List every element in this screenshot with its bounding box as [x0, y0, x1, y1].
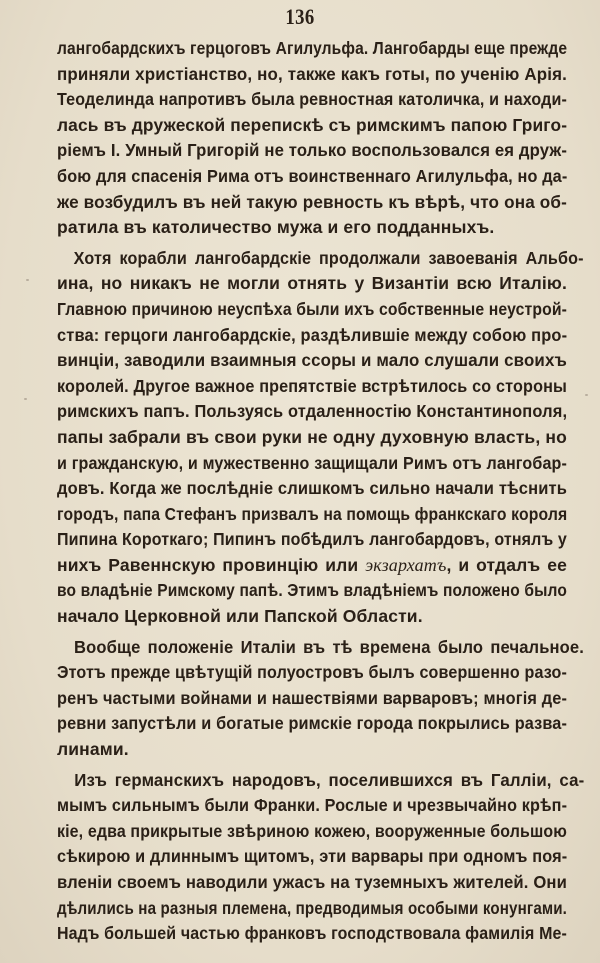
- text-line: Вообще положеніе Италіи въ тѣ времена было печальное.: [74, 636, 585, 657]
- page-number: 136: [285, 4, 315, 29]
- text-line: ства: герцоги лангобардскіе, раздѣлившіе между собою про-: [57, 324, 568, 345]
- text-line: римскихъ папъ. Пользуясь отдаленностію Константинополя,: [57, 401, 568, 422]
- paragraph-2: [57, 246, 584, 630]
- paragraph-4: [57, 768, 585, 947]
- text-line: во владѣніе Римскому папѣ. Этимъ владѣніемъ положено было: [57, 580, 567, 601]
- text-line: Главною причиною неуспѣха были ихъ собственные неустрой-: [57, 298, 568, 319]
- text-line: Этотъ прежде цвѣтущій полуостровъ былъ совершенно разо-: [57, 662, 568, 683]
- text-line: Теоделинда напротивъ была ревностная католичка, и находи-: [57, 89, 567, 110]
- body-text: [57, 36, 585, 947]
- text-line: лась въ дружеской перепискѣ съ римскимъ папою Григо-: [57, 114, 568, 135]
- italic-term: экзархатъ: [365, 554, 447, 575]
- text-line: ратила въ католичество мужа и его подданныхъ.: [57, 217, 495, 238]
- text-line: приняли христіанство, но, также какъ готы, по ученію Арія.: [57, 63, 567, 84]
- text-line: папы забрали въ свои руки не одну духовную власть, но: [57, 426, 567, 447]
- text-line: лангобардскихъ герцоговъ Агилульфа. Лангобарды еще прежде: [57, 38, 568, 58]
- text-line: бою для спасенія Рима отъ воинственнаго Агилульфа, но да-: [57, 165, 568, 186]
- paper-speck: [24, 398, 27, 400]
- text-line: сѣкирою и длиннымъ щитомъ, эти варвары при одномъ поя-: [57, 846, 568, 867]
- text-line: Хотя корабли лангобардскіе продолжали завоеванія Альбо-: [73, 247, 584, 268]
- text-segment: нихъ Равеннскую провинцію или: [57, 554, 366, 575]
- text-line-with-italic: [57, 553, 567, 579]
- text-line: ренъ частыми войнами и нашествіями варваровъ; многія де-: [57, 687, 568, 708]
- text-line: дѣлились на разныя племена, предводимыя особыми конунгами.: [57, 897, 568, 918]
- text-line: городъ, папа Стефанъ призвалъ на помощь франкскаго короля: [57, 503, 568, 524]
- text-line: и гражданскую, и мужественно защищали Римъ отъ лангобар-: [57, 452, 567, 473]
- text-line: же возбудилъ въ ней такую ревность къ вѣрѣ, что она об-: [57, 191, 568, 212]
- text-line: мымъ сильнымъ были Франки. Рослые и чрезвычайно крѣп-: [57, 795, 568, 816]
- text-segment: , и отдалъ ее: [446, 554, 567, 575]
- text-line: вленіи своемъ наводили ужасъ на туземныхъ жителей. Они: [57, 872, 568, 892]
- text-line: кіе, едва прикрытые звѣриною кожею, вооруженные большою: [57, 820, 567, 841]
- text-line: ріемъ I. Умный Григорій не только воспользовался ея друж-: [57, 140, 568, 161]
- paragraph-1: [57, 36, 567, 241]
- text-line: ревни запустѣли и богатые римскіе города покрылись разва-: [57, 713, 568, 734]
- text-line: винціи, заводили взаимныя ссоры и мало слушали своихъ: [57, 350, 567, 371]
- paragraph-3: [57, 635, 585, 763]
- text-line: Надъ большей частью франковъ господствовала фамилія Ме-: [57, 923, 567, 944]
- text-line: королей. Другое важное препятствіе встрѣтилось со стороны: [57, 375, 568, 396]
- paper-speck: [26, 279, 29, 281]
- text-line: Изъ германскихъ народовъ, поселившихся въ Галліи, са-: [74, 769, 585, 790]
- paper-speck: [585, 394, 588, 396]
- text-line: Пипина Короткаго; Пипинъ побѣдилъ лангобардовъ, отнялъ у: [57, 529, 567, 550]
- text-line: начало Церковной или Папской Области.: [57, 606, 423, 627]
- text-line: линами.: [57, 739, 129, 760]
- text-line: довъ. Когда же послѣдніе слишкомъ сильно начали тѣснить: [57, 478, 568, 499]
- text-line: ина, но никакъ не могли отнять у Византіи всю Италію.: [57, 273, 567, 294]
